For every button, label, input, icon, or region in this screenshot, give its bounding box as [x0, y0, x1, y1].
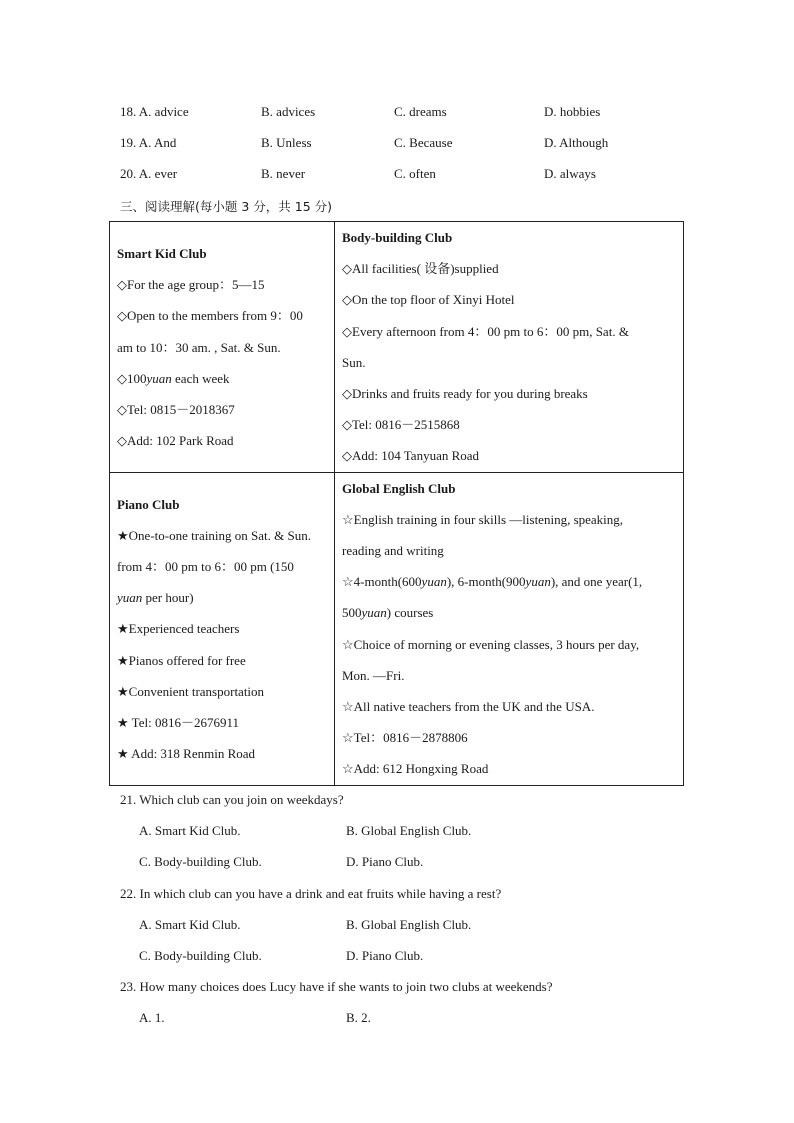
text-fragment: per hour) — [142, 590, 194, 606]
club-detail: ◇Every afternoon from 4：00 pm to 6：00 pm, Sat. & — [342, 323, 629, 339]
choice-a[interactable]: A. Smart Kid Club. — [139, 917, 241, 932]
choice-a[interactable]: A. Smart Kid Club. — [139, 823, 241, 838]
club-detail — [342, 597, 677, 628]
club-detail: ★One-to-one training on Sat. & Sun. — [117, 527, 311, 543]
club-detail: ◇On the top floor of Xinyi Hotel — [342, 292, 515, 308]
body-building-club-cell — [335, 222, 684, 473]
choice-b[interactable]: B. 2. — [346, 1010, 371, 1025]
club-detail: ◇For the age group：5—15 — [117, 277, 265, 293]
choice-d[interactable]: D. Piano Club. — [346, 948, 424, 963]
option-19-b: B. Unless — [261, 135, 312, 150]
club-detail: Sun. — [342, 354, 366, 370]
club-title: Smart Kid Club — [117, 246, 207, 261]
club-detail — [117, 363, 328, 394]
choice-c[interactable]: C. Body-building Club. — [139, 948, 262, 963]
club-detail: ★ Add: 318 Renmin Road — [117, 746, 256, 762]
text-fragment: ) courses — [386, 605, 434, 621]
club-detail: ☆Add: 612 Hongxing Road — [342, 761, 489, 777]
option-19-c: C. Because — [394, 135, 453, 150]
choice-b[interactable]: B. Global English Club. — [346, 917, 472, 932]
text-fragment: ), 6-month(900 — [446, 574, 526, 590]
club-detail: ★Convenient transportation — [117, 683, 265, 699]
text-fragment: yuan — [117, 590, 143, 606]
club-detail — [117, 582, 328, 613]
option-18-a: 18. A. advice — [120, 104, 189, 119]
text-fragment: ☆4-month(600 — [342, 574, 422, 590]
club-detail: ◇Drinks and fruits ready for you during breaks — [342, 386, 588, 402]
club-detail: ◇Open to the members from 9：00 — [117, 308, 303, 324]
club-table — [109, 221, 684, 786]
club-detail: ☆Choice of morning or evening classes, 3 hours per day, — [342, 636, 640, 652]
club-title: Piano Club — [117, 496, 180, 512]
choice-a[interactable]: A. 1. — [139, 1010, 165, 1025]
section-heading: 三、阅读理解(每小题 3 分，共 15 分) — [120, 199, 333, 214]
question-stem: 22. In which club can you have a drink and eat fruits while having a rest? — [120, 886, 502, 901]
option-19-a: 19. A. And — [120, 135, 177, 150]
text-fragment: ◇100 — [117, 370, 147, 386]
club-detail: ◇Add: 102 Park Road — [117, 433, 234, 449]
question-stem: 23. How many choices does Lucy have if she wants to join two clubs at weekends? — [120, 979, 553, 994]
choice-b[interactable]: B. Global English Club. — [346, 823, 472, 838]
club-title: Body-building Club — [342, 230, 453, 245]
option-18-b: B. advices — [261, 104, 316, 119]
club-detail: ◇All facilities( 设备)supplied — [342, 261, 499, 277]
smart-kid-club-cell — [110, 222, 335, 473]
option-18-d: D. hobbies — [544, 104, 601, 119]
club-detail: ◇Tel: 0815－2018367 — [117, 402, 235, 418]
club-title: Global English Club — [342, 480, 456, 496]
club-detail: ★Pianos offered for free — [117, 652, 246, 668]
club-detail: ◇Tel: 0816－2515868 — [342, 417, 460, 433]
text-fragment: yuan — [421, 574, 447, 590]
option-18-c: C. dreams — [394, 104, 447, 119]
club-detail: am to 10：30 am. , Sat. & Sun. — [117, 339, 281, 355]
option-20-d: D. always — [544, 166, 596, 181]
text-fragment: 500 — [342, 605, 362, 621]
table-row — [110, 472, 684, 785]
club-detail: from 4：00 pm to 6：00 pm (150 — [117, 559, 294, 575]
club-detail: reading and writing — [342, 543, 444, 559]
club-detail: ☆All native teachers from the UK and the USA. — [342, 699, 595, 715]
text-fragment: ), and one year(1, — [550, 574, 643, 590]
table-row — [110, 222, 684, 473]
club-detail — [342, 566, 677, 597]
piano-club-cell — [110, 472, 335, 785]
choice-d[interactable]: D. Piano Club. — [346, 854, 424, 869]
club-detail: ☆English training in four skills —listening, speaking, — [342, 511, 624, 527]
club-detail: Mon. —Fri. — [342, 667, 405, 683]
option-20-c: C. often — [394, 166, 436, 181]
text-fragment: yuan — [525, 574, 551, 590]
text-fragment: yuan — [361, 605, 387, 621]
question-stem: 21. Which club can you join on weekdays? — [120, 792, 344, 807]
option-20-b: B. never — [261, 166, 306, 181]
club-detail: ★ Tel: 0816－2676911 — [117, 715, 239, 731]
option-20-a: 20. A. ever — [120, 166, 178, 181]
global-english-club-cell — [335, 472, 684, 785]
choice-c[interactable]: C. Body-building Club. — [139, 854, 262, 869]
club-detail: ◇Add: 104 Tanyuan Road — [342, 448, 480, 464]
option-19-d: D. Although — [544, 135, 609, 150]
club-detail: ★Experienced teachers — [117, 621, 240, 637]
text-fragment: yuan — [146, 370, 172, 386]
club-detail: ☆Tel：0816－2878806 — [342, 730, 468, 746]
text-fragment: each week — [171, 370, 230, 386]
